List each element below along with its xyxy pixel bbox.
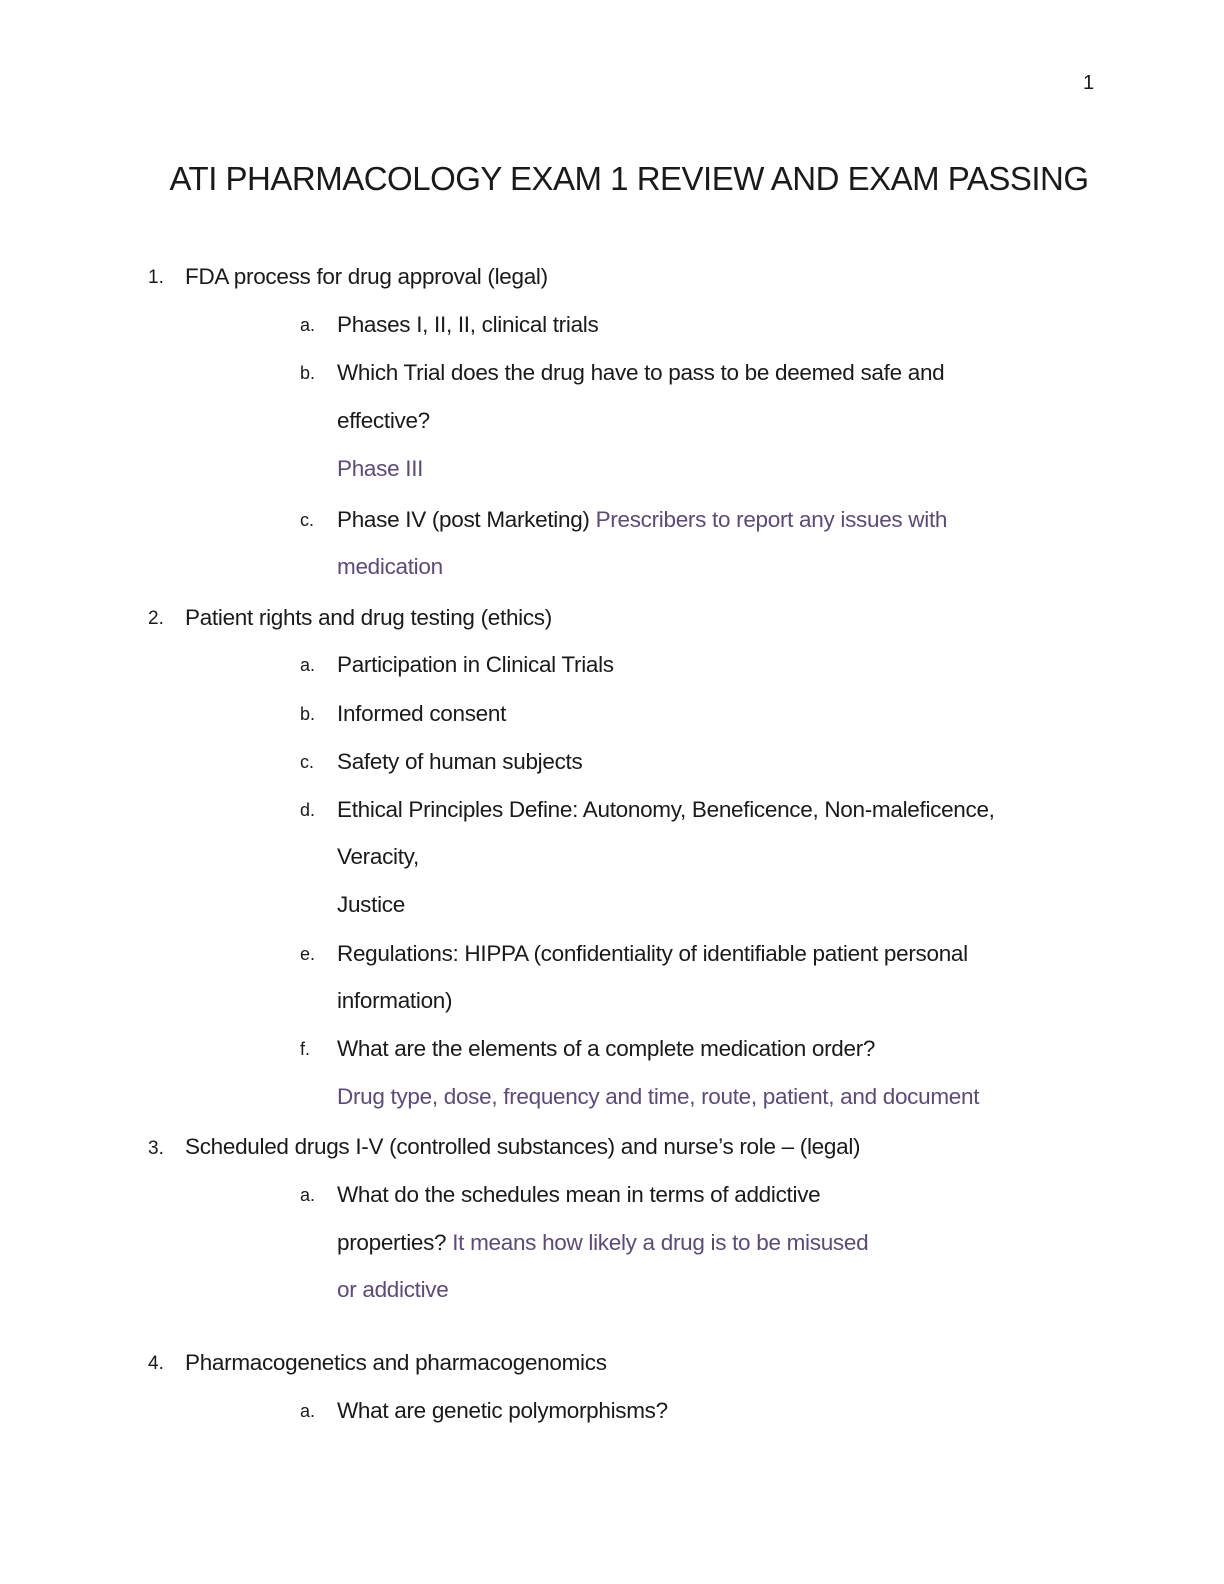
item-letter: a. xyxy=(300,1401,316,1421)
list-item: What do the schedules mean in terms of addictive xyxy=(337,1182,821,1207)
section-number: 2. xyxy=(148,608,164,629)
list-item-continued: Veracity, xyxy=(337,844,419,869)
section-number: 3. xyxy=(148,1138,164,1159)
list-item: Which Trial does the drug have to pass to be deemed safe and xyxy=(337,360,945,385)
document-title: ATI PHARMACOLOGY EXAM 1 REVIEW AND EXAM PASSING xyxy=(169,160,1089,197)
section-number: 1. xyxy=(148,267,164,288)
item-letter: a. xyxy=(300,315,316,335)
item-letter: c. xyxy=(300,510,315,530)
list-item: Informed consent xyxy=(337,701,507,726)
item-text: Phase IV (post Marketing) xyxy=(337,507,590,532)
item-letter: d. xyxy=(300,800,316,820)
list-item xyxy=(337,506,947,534)
list-item-continued: effective? xyxy=(337,408,430,433)
list-item: What are genetic polymorphisms? xyxy=(337,1398,668,1423)
list-item: Safety of human subjects xyxy=(337,749,583,774)
section-heading: Pharmacogenetics and pharmacogenomics xyxy=(185,1350,607,1375)
item-letter: a. xyxy=(300,1185,316,1205)
section-number: 4. xyxy=(148,1353,164,1374)
item-letter: b. xyxy=(300,363,316,383)
list-item: Ethical Principles Define: Autonomy, Beneficence, Non-maleficence, xyxy=(337,797,995,822)
list-item-continued: Justice xyxy=(337,892,405,917)
list-item-continued: information) xyxy=(337,988,453,1013)
answer-text: It means how likely a drug is to be misused xyxy=(452,1230,869,1255)
list-item: Phases I, II, II, clinical trials xyxy=(337,312,599,337)
list-item: What are the elements of a complete medication order? xyxy=(337,1036,876,1061)
section-heading: Scheduled drugs I-V (controlled substances) and nurse’s role – (legal) xyxy=(185,1134,861,1159)
list-item: Participation in Clinical Trials xyxy=(337,652,614,677)
list-item-continued xyxy=(337,1229,868,1257)
answer-text: Drug type, dose, frequency and time, route, patient, and document xyxy=(337,1084,980,1109)
answer-text-continued: or addictive xyxy=(337,1277,449,1302)
item-letter: a. xyxy=(300,655,316,675)
answer-text: Phase III xyxy=(337,456,424,481)
section-heading: Patient rights and drug testing (ethics) xyxy=(185,605,552,630)
item-letter: e. xyxy=(300,944,316,964)
item-letter: c. xyxy=(300,752,315,772)
list-item: Regulations: HIPPA (confidentiality of identifiable patient personal xyxy=(337,941,968,966)
item-letter: f. xyxy=(300,1039,311,1059)
item-text: properties? xyxy=(337,1230,447,1255)
item-letter: b. xyxy=(300,704,316,724)
page-number: 1 xyxy=(1083,72,1095,94)
section-heading: FDA process for drug approval (legal) xyxy=(185,264,548,289)
answer-text: Prescribers to report any issues with xyxy=(595,507,948,532)
answer-text-continued: medication xyxy=(337,554,443,579)
